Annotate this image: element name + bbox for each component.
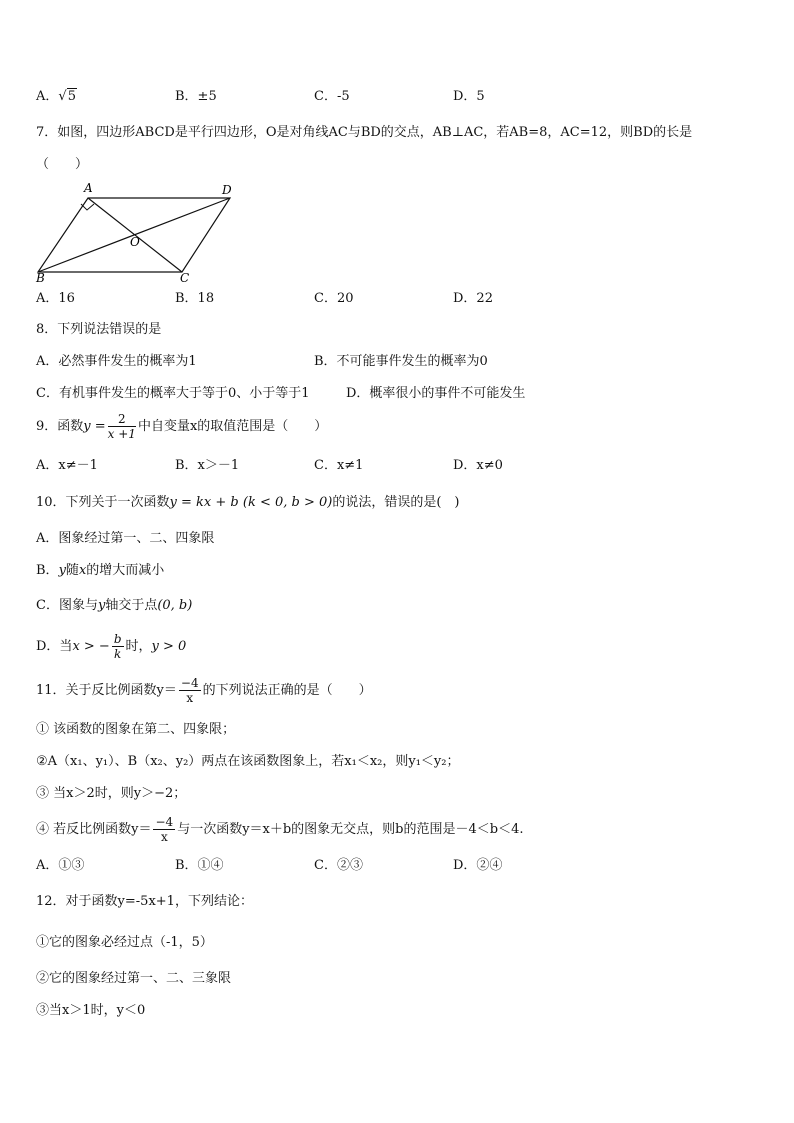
- q11-fraction: [179, 676, 201, 705]
- q11-option-d: D．②④: [453, 858, 503, 873]
- q8-option-b: B．不可能事件发生的概率为0: [314, 354, 488, 369]
- q6-option-a-label: A．: [36, 89, 59, 104]
- q9-post: 中自变量x的取值范围是（ ）: [137, 419, 328, 434]
- center-o-label: O: [130, 235, 140, 249]
- q11-option-a: A．①③: [36, 858, 85, 873]
- q6-option-c: C．-5: [314, 89, 350, 104]
- q11-numerator: −4: [180, 676, 199, 690]
- q12-statement-2: ②它的图象经过第一、二、三象限: [36, 971, 232, 986]
- q10-formula: y = kx + b (k < 0, b > 0): [169, 495, 333, 510]
- q9-fraction: [108, 412, 136, 441]
- q10-b-mid: 随: [65, 563, 79, 578]
- q10-d-y: y > 0: [151, 639, 187, 654]
- q10-b-x: x: [78, 563, 87, 578]
- q10-b-post: 的增大而减小: [86, 563, 165, 578]
- q9-option-c: C．x≠1: [314, 458, 364, 473]
- q9-y: y =: [83, 419, 106, 434]
- q9-option-d: D．x≠0: [453, 458, 503, 473]
- q12-statement-1: ①它的图象必经过点（-1，5）: [36, 935, 213, 950]
- q10-post: 的说法，错误的是( ): [332, 495, 460, 510]
- q11-statement-1: ① 该函数的图象在第二、四象限；: [36, 722, 236, 737]
- q9-pre: 9．函数: [36, 419, 84, 434]
- q10-d-numerator: b: [113, 632, 122, 646]
- q11-s4-numerator: −4: [155, 815, 174, 829]
- q6-option-b: B．±5: [175, 89, 217, 104]
- q10-option-c: [36, 597, 192, 615]
- q7-option-c: C．20: [314, 291, 354, 306]
- q11-statement-4: [36, 815, 524, 844]
- q10-c-pre: C．图象与: [36, 598, 98, 613]
- q11-pre: 11．关于反比例函数y＝: [36, 683, 177, 698]
- q11-statement-3: ③ 当x＞2时，则y＞−2；: [36, 786, 187, 801]
- q6-radicand: 5: [67, 89, 76, 104]
- q8-option-a: A．必然事件发生的概率为1: [36, 354, 197, 369]
- q10-b-y: y: [58, 563, 66, 578]
- q9-option-a: A．x≠－1: [36, 458, 98, 473]
- q9-numerator: 2: [108, 412, 136, 427]
- q10-d-fraction: [112, 632, 124, 661]
- q10-option-b: [36, 562, 164, 580]
- q12-stem: 12．对于函数y=-5x+1，下列结论：: [36, 894, 253, 909]
- q9-denominator: x +1: [107, 427, 136, 441]
- q8-option-d: D．概率很小的事件不可能发生: [346, 386, 526, 401]
- q6-option-d: D．5: [453, 89, 485, 104]
- q11-option-b: B．①④: [175, 858, 224, 873]
- q10-stem: [36, 494, 460, 512]
- q12-statement-3: ③当x＞1时，y＜0: [36, 1003, 146, 1018]
- q11-denominator: x: [186, 691, 194, 705]
- q10-b-pre: B．: [36, 563, 59, 578]
- q10-c-point: (0, b): [157, 598, 193, 613]
- q10-d-pre: D．当: [36, 639, 73, 654]
- q7-stem: 7．如图，四边形ABCD是平行四边形，O是对角线AC与BD的交点，AB⊥AC，若AB=8，AC=12，则BD的长是: [36, 125, 693, 140]
- q11-statement-2: ②A（x₁、y₁）、B（x₂、y₂）两点在该函数图象上，若x₁＜x₂，则y₁＜y₂；: [36, 754, 460, 769]
- q10-option-d: [36, 632, 186, 661]
- sqrt-symbol: √5: [58, 89, 76, 104]
- q10-d-post: 时，: [125, 639, 152, 654]
- q11-stem: [36, 676, 372, 705]
- q10-d-denominator: k: [114, 647, 122, 661]
- q11-s4-pre: ④ 若反比例函数y＝: [36, 822, 152, 837]
- q10-d-x: x > −: [72, 639, 110, 654]
- q11-s4-post: 与一次函数y＝x＋b的图象无交点，则b的范围是－4＜b＜4.: [177, 822, 524, 837]
- q9-option-b: B．x＞－1: [175, 458, 240, 473]
- q7-option-b: B．18: [175, 291, 215, 306]
- q8-option-c: C．有机事件发生的概率大于等于0、小于等于1: [36, 386, 310, 401]
- q6-option-a: [36, 88, 77, 106]
- q8-stem: 8．下列说法错误的是: [36, 322, 162, 337]
- q11-option-c: C．②③: [314, 858, 363, 873]
- vertex-a-label: A: [84, 181, 93, 195]
- q10-c-y: y: [97, 598, 106, 613]
- q10-option-a: A．图象经过第一、二、四象限: [36, 531, 215, 546]
- parallelogram-figure: [32, 178, 247, 283]
- vertex-c-label: C: [180, 271, 190, 283]
- q11-post: 的下列说法正确的是（ ）: [202, 683, 372, 698]
- q11-s4-fraction: [153, 815, 175, 844]
- vertex-b-label: B: [36, 271, 45, 283]
- q9-stem: [36, 412, 327, 441]
- q7-option-d: D．22: [453, 291, 493, 306]
- q7-option-a: A．16: [36, 291, 75, 306]
- q11-s4-denominator: x: [160, 830, 168, 844]
- q7-paren: （ ）: [36, 157, 89, 172]
- vertex-d-label: D: [222, 183, 232, 197]
- q10-pre: 10．下列关于一次函数: [36, 495, 170, 510]
- q10-c-mid: 轴交于点: [105, 598, 158, 613]
